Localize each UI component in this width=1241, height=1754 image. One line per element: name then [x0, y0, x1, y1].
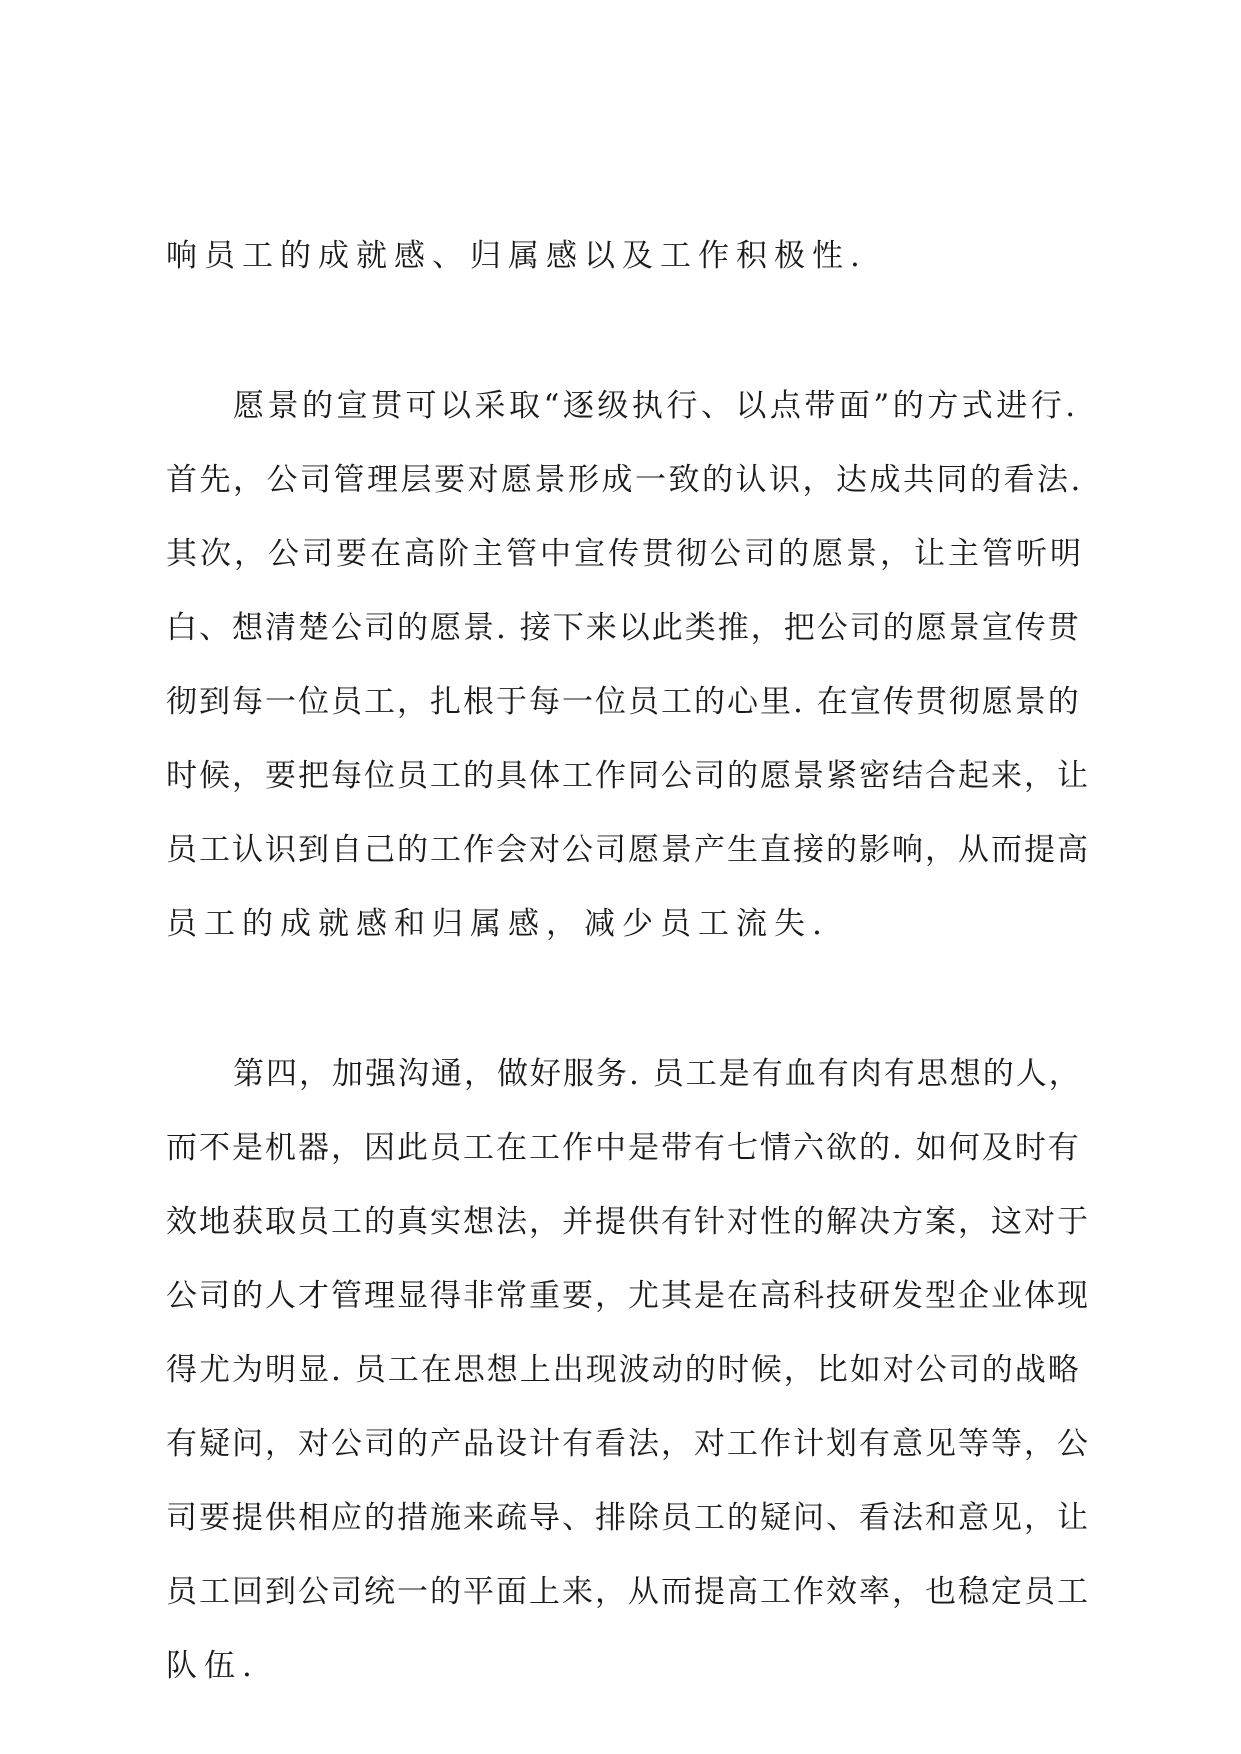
paragraph-3-line-1: 第四，加强沟通，做好服务. 员工是有血有肉有思想的人，: [233, 1056, 1082, 1092]
paragraph-3-line-8: 员工回到公司统一的平面上来，从而提高工作效率，也稳定员工: [166, 1574, 1090, 1610]
paragraph-2-line-8: 员工的成就感和归属感，减少员工流失.: [166, 906, 829, 942]
paragraph-2-line-5: 彻到每一位员工，扎根于每一位员工的心里. 在宣传贯彻愿景的: [166, 684, 1081, 720]
paragraph-1-line-1: 响员工的成就感、归属感以及工作积极性.: [166, 238, 867, 274]
paragraph-2-line-7: 员工认识到自己的工作会对公司愿景产生直接的影响，从而提高: [166, 832, 1090, 868]
paragraph-2-line-4: 白、想清楚公司的愿景. 接下来以此类推，把公司的愿景宣传贯: [166, 610, 1081, 646]
paragraph-3-line-9: 队伍.: [166, 1648, 259, 1684]
paragraph-2-line-6: 时候，要把每位员工的具体工作同公司的愿景紧密结合起来，让: [166, 758, 1090, 794]
paragraph-3-line-3: 效地获取员工的真实想法，并提供有针对性的解决方案，这对于: [166, 1204, 1090, 1240]
paragraph-2-line-1: 愿景的宣贯可以采取“逐级执行、以点带面”的方式进行.: [233, 388, 1079, 424]
paragraph-3-line-2: 而不是机器，因此员工在工作中是带有七情六欲的. 如何及时有: [166, 1130, 1081, 1166]
paragraph-3-line-7: 司要提供相应的措施来疏导、排除员工的疑问、看法和意见，让: [166, 1500, 1090, 1536]
paragraph-2-line-3: 其次，公司要在高阶主管中宣传贯彻公司的愿景，让主管听明: [166, 536, 1084, 572]
paragraph-3-line-5: 得尤为明显. 员工在思想上出现波动的时候，比如对公司的战略: [166, 1352, 1081, 1388]
paragraph-3-line-4: 公司的人才管理显得非常重要，尤其是在高科技研发型企业体现: [166, 1278, 1090, 1314]
paragraph-2-line-2: 首先，公司管理层要对愿景形成一致的认识，达成共同的看法.: [166, 462, 1083, 498]
paragraph-3-line-6: 有疑问，对公司的产品设计有看法，对工作计划有意见等等，公: [166, 1426, 1090, 1462]
